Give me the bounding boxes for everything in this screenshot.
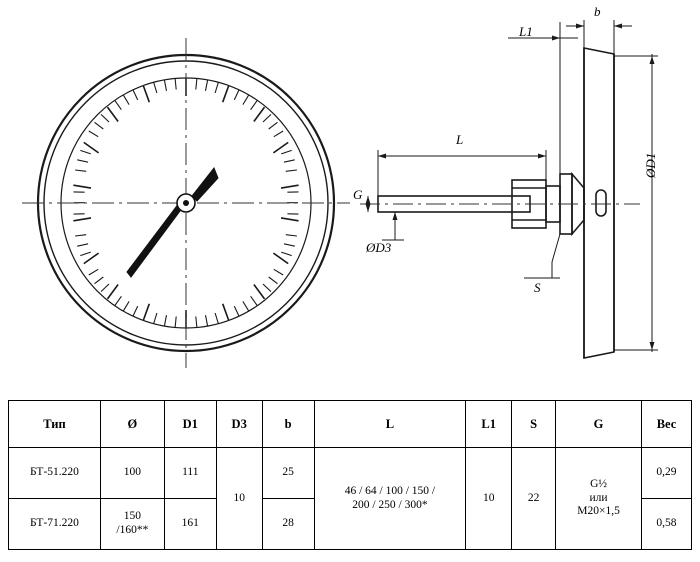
label-s: S [534, 280, 541, 295]
th-tip: Тип [9, 401, 101, 448]
label-l: L [456, 132, 464, 147]
cell-d1-1: 111 [164, 448, 216, 499]
cell-g-line1: G½ [590, 477, 607, 490]
cell-b-1: 25 [262, 448, 314, 499]
th-b: b [262, 401, 314, 448]
cell-diameter-2-line1: 150 [123, 510, 141, 523]
cell-tip-2: БТ-71.220 [9, 499, 101, 550]
cell-g-line3: M20×1,5 [577, 505, 620, 518]
cell-d3: 10 [216, 448, 262, 550]
cell-b-2: 28 [262, 499, 314, 550]
th-s: S [512, 401, 556, 448]
cell-g [556, 448, 642, 550]
th-diameter: Ø [100, 401, 164, 448]
cell-l-line1: 46 / 64 / 100 / 150 / [344, 484, 436, 497]
th-d1: D1 [164, 401, 216, 448]
label-d1: ØD1 [643, 152, 658, 178]
cell-g-line2: или [589, 491, 608, 504]
label-l1: L1 [519, 24, 533, 39]
th-l1: L1 [466, 401, 512, 448]
cell-l1: 10 [466, 448, 512, 550]
cell-ves-2: 0,58 [641, 499, 691, 550]
label-g: G [353, 187, 363, 202]
dimension-arrows [366, 24, 655, 351]
th-l: L [314, 401, 466, 448]
cell-diameter-2-line2: /160** [116, 524, 149, 536]
spec-table [8, 400, 692, 550]
spec-table-wrap [8, 400, 692, 550]
table-row [9, 448, 692, 499]
label-b: b [594, 4, 601, 19]
cell-s: 22 [512, 448, 556, 550]
cell-l [314, 448, 466, 550]
cell-tip-1: БТ-51.220 [9, 448, 101, 499]
cell-diameter-1: 100 [100, 448, 164, 499]
label-d3: ØD3 [366, 240, 392, 255]
cell-d1-2: 161 [164, 499, 216, 550]
cell-ves-1: 0,29 [641, 448, 691, 499]
table-header-row [9, 401, 692, 448]
side-view-body [584, 48, 614, 358]
th-g: G [556, 401, 642, 448]
th-d3: D3 [216, 401, 262, 448]
th-ves: Вес [641, 401, 691, 448]
cell-diameter-2 [100, 499, 164, 550]
dial-pointer [127, 168, 218, 277]
cell-l-line2: 200 / 250 / 300* [352, 498, 428, 511]
